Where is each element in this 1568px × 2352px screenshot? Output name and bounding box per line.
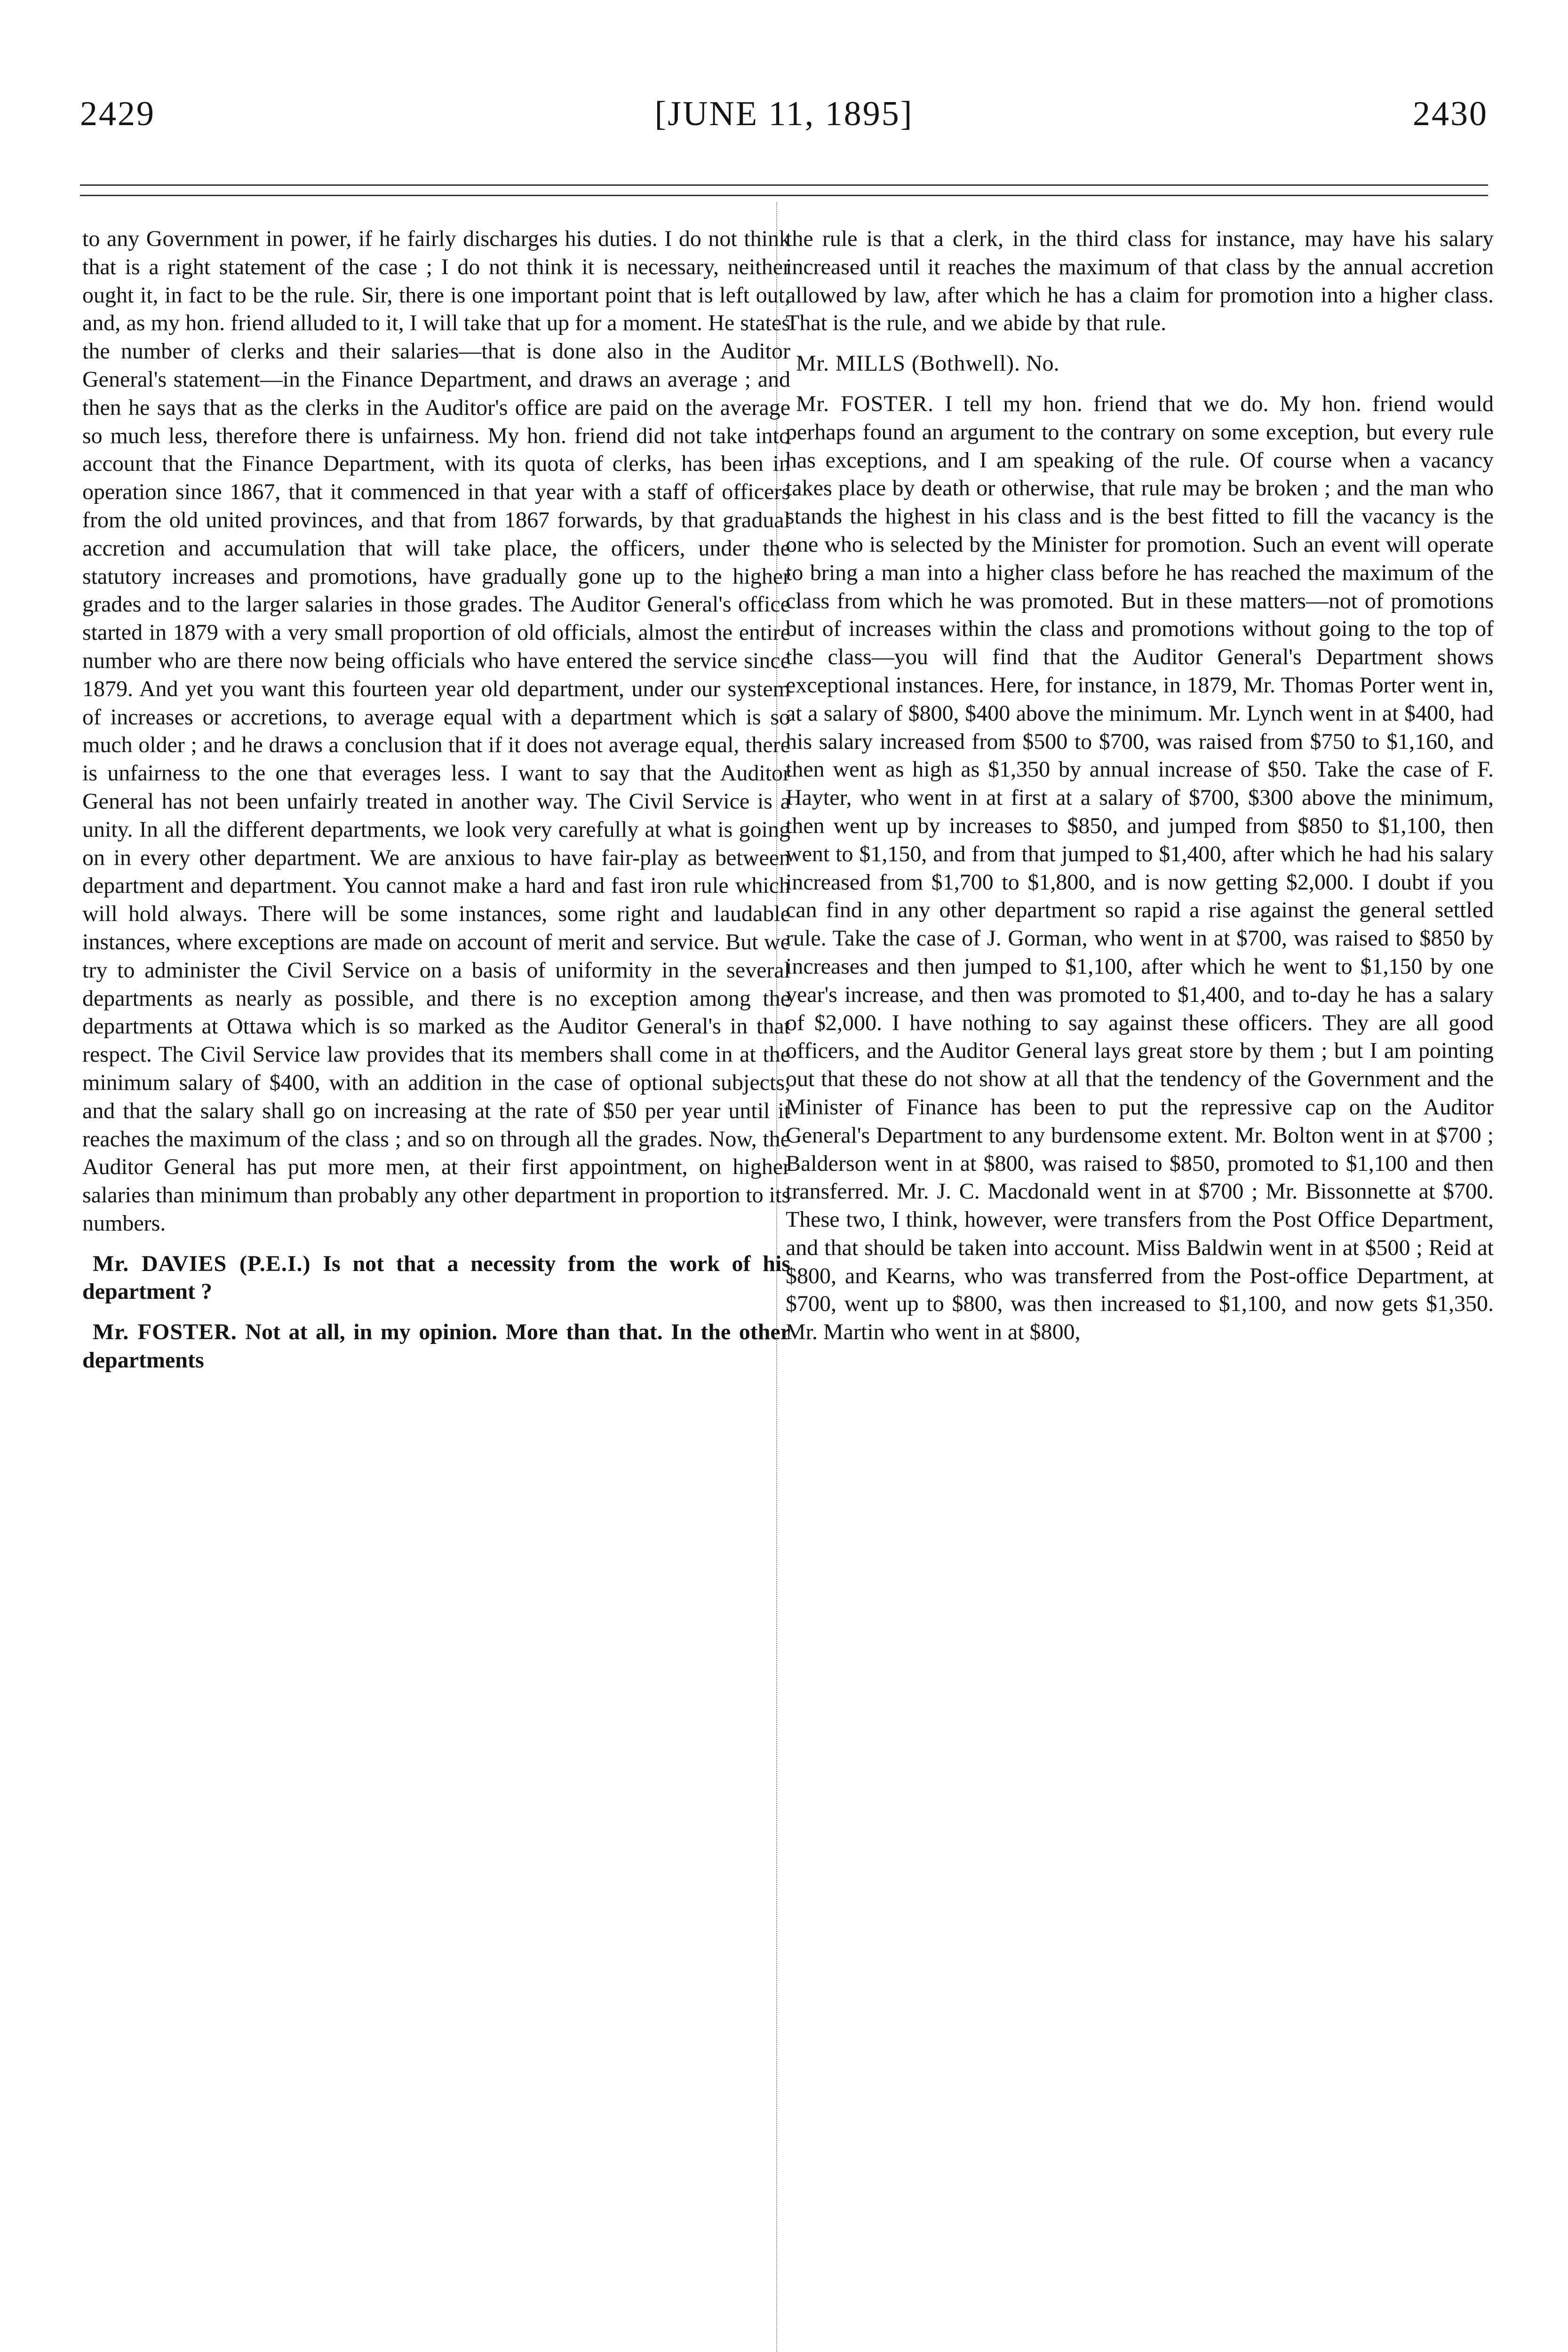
left-paragraph-2 bbox=[82, 1250, 790, 1306]
page-number-left: 2429 bbox=[80, 95, 155, 133]
left-paragraph-1: to any Government in power, if he fairly discharges his duties. I do not think that is a right statement of the case ; I do not think it is necessary, neither ought it, in fact to be the rule. Sir, there is one important point that is left out, and, as my hon. friend alluded to it, I will take that up for a moment. He states the number of clerks and their salaries—that is done also in the Auditor General's statement—in the Finance Department, and draws an average ; and then he says that as the clerks in the Auditor's office are paid on the average so much less, therefore there is unfairness. My hon. friend did not take into account that the Finance Department, with its quota of clerks, has been in operation since 1867, that it commenced in that year with a staff of officers from the old united provinces, and that from 1867 forwards, by that gradual accretion and accumulation that will take place, the officers, under the statutory increases and promotions, have gradually gone up to the higher grades and to the larger salaries in those grades. The Auditor General's office started in 1879 with a very small proportion of old officials, almost the entire number who are there now being officials who have entered the service since 1879. And yet you want this fourteen year old department, under our system of increases or accretions, to average equal with a department which is so much older ; and he draws a conclusion that if it does not average equal, there is unfairness to the one that everages less. I want to say that the Auditor General has not been unfairly treated in another way. The Civil Service is a unity. In all the different departments, we look very carefully at what is going on in every other department. We are anxious to have fair-play as between department and department. You cannot make a hard and fast iron rule which will hold always. There will be some instances, some right and laudable instances, where exceptions are made on account of merit and service. But we try to administer the Civil Service on a basis of uniformity in the several departments as nearly as possible, and there is no exception among the departments at Ottawa which is so marked as the Auditor General's in that respect. The Civil Service law provides that its members shall come in at the minimum salary of $400, with an addition in the case of optional subjects, and that the salary shall go on increasing at the rate of $50 per year until it reaches the maximum of the class ; and so on through all the grades. Now, the Auditor General has put more men, at their first appointment, on higher salaries than minimum than probably any other department in proportion to its numbers. bbox=[82, 226, 790, 1236]
right-paragraph-3 bbox=[786, 390, 1494, 1346]
page-header bbox=[80, 94, 1488, 141]
right-paragraph-2 bbox=[786, 350, 1494, 378]
header-date: [JUNE 11, 1895] bbox=[654, 95, 914, 133]
left-column bbox=[82, 225, 790, 2352]
right-column bbox=[786, 225, 1494, 2352]
header-rule-bottom bbox=[80, 195, 1488, 196]
speech-text: No. bbox=[1026, 351, 1059, 376]
speech-text: Is not that a necessity from the work of his department ? bbox=[82, 1251, 790, 1304]
speech-text: Not at all, in my opinion. More than that. In the other departments bbox=[82, 1319, 790, 1373]
speaker-name: Mr. FOSTER. bbox=[796, 391, 934, 416]
speaker-name: Mr. MILLS (Bothwell). bbox=[796, 351, 1020, 376]
speech-text: I tell my hon. friend that we do. My hon. friend would perhaps found an argument to the contrary on some exception, but every rule has exceptions, and I am speaking of the rule. Of course when a vacancy takes place by death or otherwise, that rule may be broken ; and the man who stands the highest in his class and is the best fitted to fill the vacancy is the one who is selected by the Minister for promotion. Such an event will operate to bring a man into a higher class before he has reached the maximum of the class from which he was promoted. But in these matters—not of promotions but of increases within the class and promotions without going to the top of the class—you will find that the Auditor General's Department shows exceptional instances. Here, for instance, in 1879, Mr. Thomas Porter went in, at a salary of $800, $400 above the minimum. Mr. Lynch went in at $400, had his salary increased from $500 to $700, was raised from $750 to $1,160, and then went as high as $1,350 by annual increase of $50. Take the case of F. Hayter, who went in at first at a salary of $700, $300 above the minimum, then went up by increases to $850, and jumped from $850 to $1,100, then went to $1,150, and from that jumped to $1,400, after which he had his salary increased from $1,700 to $1,800, and is now getting $2,000. I doubt if you can find in any other department so rapid a rise against the general settled rule. Take the case of J. Gorman, who went in at $700, was raised to $850 by increases and then jumped to $1,100, after which he went to $1,150 by one year's increase, and then was promoted to $1,400, and to-day he has a salary of $2,000. I have nothing to say against these officers. They are all good officers, and the Auditor General lays great store by them ; but I am pointing out that these do not show at all that the tendency of the Government and the Minister of Finance has been to put the repressive cap on the Auditor General's Department to any burdensome extent. Mr. Bolton went in at $700 ; Balderson went in at $800, was raised to $850, promoted to $1,100 and then transferred. Mr. J. C. Macdonald went in at $700 ; Mr. Bissonnette at $700. These two, I think, however, were transfers from the Post Office Department, and that should be taken into account. Miss Baldwin went in at $500 ; Reid at $800, and Kearns, who was transferred from the Post-office Department, at $700, went up to $800, was then increased to $1,100, and now gets $1,350. Mr. Martin who went in at $800, bbox=[786, 391, 1494, 1345]
header-rule-top bbox=[80, 184, 1488, 186]
page-number-right: 2430 bbox=[1413, 95, 1488, 133]
right-paragraph-1: the rule is that a clerk, in the third class for instance, may have his salary increased until it reaches the maximum of that class by the annual accretion allowed by law, after which he has a claim for promotion into a higher class. That is the rule, and we abide by that rule. bbox=[786, 226, 1494, 336]
left-paragraph-3 bbox=[82, 1318, 790, 1375]
speaker-name: Mr. DAVIES (P.E.I.) bbox=[93, 1251, 311, 1276]
speaker-name: Mr. FOSTER. bbox=[93, 1319, 237, 1345]
